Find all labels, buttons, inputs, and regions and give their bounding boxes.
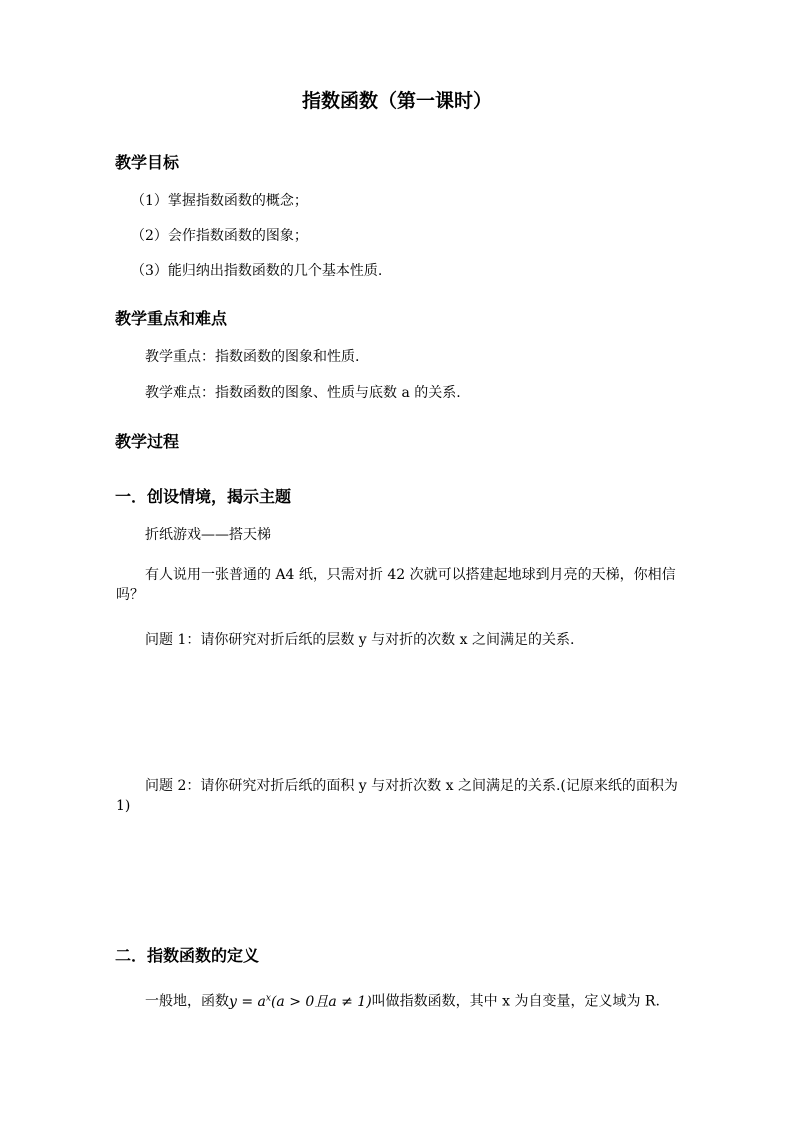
definition-paragraph (116, 988, 680, 1012)
page-title: 指数函数（第一课时） (301, 90, 492, 112)
key-point: 教学重点：指数函数的图象和性质. (145, 349, 360, 365)
definition-suffix: 叫做指数函数，其中 x 为自变量，定义域为 R. (371, 993, 660, 1010)
heading-key-points: 教学重点和难点 (115, 309, 228, 328)
heading-part2: 二．指数函数的定义 (115, 946, 260, 965)
goal-item-2: （2）会作指数函数的图象； (131, 228, 308, 244)
formula (229, 994, 372, 1010)
formula-condition: (a > 0且a ≠ 1) (270, 993, 372, 1010)
goal-item-3: （3）能归纳出指数函数的几个基本性质. (131, 263, 383, 279)
formula-exponent: x (265, 993, 271, 1003)
heading-part1: 一．创设情境，揭示主题 (115, 487, 292, 506)
question-2: 问题 2：请你研究对折后纸的面积 y 与对折次数 x 之间满足的关系.(记原来纸的面积为 1) (116, 778, 678, 814)
goal-item-1: （1）掌握指数函数的概念； (131, 193, 308, 209)
formula-base: y = a (229, 993, 266, 1010)
story-paragraph: 有人说用一张普通的 A4 纸，只需对折 42 次就可以搭建起地球到月亮的天梯，你相信吗？ (116, 567, 676, 603)
definition-prefix: 一般地，函数 (145, 993, 229, 1010)
question-1: 问题 1：请你研究对折后纸的层数 y 与对折的次数 x 之间满足的关系. (145, 632, 575, 648)
heading-process: 教学过程 (115, 432, 180, 451)
game-title: 折纸游戏——搭天梯 (145, 527, 271, 543)
heading-goals: 教学目标 (115, 153, 180, 172)
difficult-point: 教学难点：指数函数的图象、性质与底数 a 的关系. (145, 385, 461, 401)
